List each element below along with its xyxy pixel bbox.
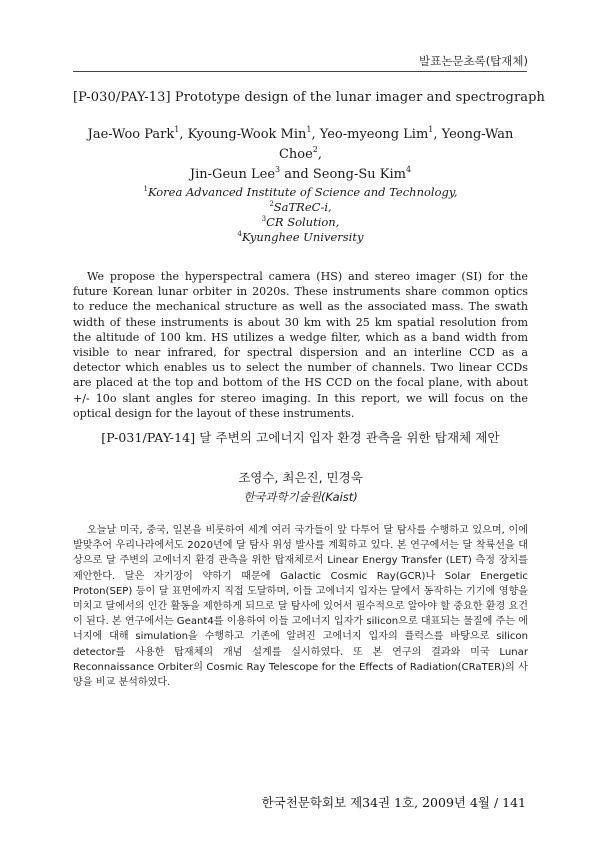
author-5: Jin-Geun Lee$^3$ and: [189, 165, 313, 182]
abstract-1: [73, 90, 546, 432]
abstract-1-title: [P-030/PAY-13] Prototype design of the lunar imager and spectrograph: [73, 90, 546, 105]
abstract-1-body: We propose the hyperspectral camera (HS) and stereo imager (SI) for the future Korean lunar orbiter in 2020s. These instruments share common optics to reduce the mechanical structure as well as the associated mass. The swath width of these instruments is about 30 km with 25 km spatial resolution from the altitude of 100 km. HS utilizes a wedge filter, which as a band width from visible to near infrared, for spectral dispersion and an interline CCD as a detector which enables us to select the number of channels. Two linear CCDs are placed at the top and bottom of the HS CCD on the focal plane, with about +/- 10o slant angles for stereo imaging. In this report, we will focus on the optical design for the layout of these instruments.: [73, 270, 528, 420]
affiliation-3: $^3$CR Solution,: [261, 215, 340, 229]
abstract-2-affiliation: 한국과학기술원(Kaist): [243, 490, 358, 504]
section-header: 발표논문초록(탑재체): [419, 54, 528, 68]
affiliation-2: $^2$SaTReC-i,: [269, 200, 332, 214]
abstract-1-affiliations: [73, 185, 528, 245]
page-footer: 한국천문학회보 제34권 1호, 2009년 4월 / 141: [261, 795, 526, 810]
affiliation-4: $^4$Kyunghee University: [237, 230, 364, 244]
abstract-2: [73, 428, 528, 700]
header-divider: [73, 71, 527, 72]
author-1: Jae-Woo Park$^1$,: [87, 125, 188, 142]
abstract-2-body: 오늘날 미국, 중국, 일본을 비롯하여 세계 여러 국가들이 앞 다투어 달 탐사를 수행하고 있으며, 이에 발맞추어 우리나라에서도 2020년에 달 탐사 위성 발사를 계획하고 있다. 본 연구에서는 달 착륙선을 대상으로 달 주변의 고에너지 환경 관측을 위한 탑재체로서 Linear Energy Transfer (LET) 측정 장치를 제안한다. 달은 자기장이 약하기 때문에 Galactic Cosmic Ray(GCR)나 Solar Energetic Proton(SEP) 등이 달 표면에까지 직접 도달하며, 이들 고에너지 입자는 달에서 동작하는 기기에 영향을 미치고 달에서의 인간 활동을 제한하게 되므로 달 탐사에 있어서 필수적으로 알아야 할 중요한 환경 요건이 된다. 본 연구에서는 Geant4를 이용하여 이들 고에너지 입자가 silicon으로 대표되는 물질에 주는 에너지에 대해 simulation을 수행하고 기존에 알려진 고에너지 입자의 플럭스를 바탕으로 silicon detector를 사용한 탑재체의 개념 설계를 실시하였다. 또 본 연구의 결과와 미국 Lunar Reconnaissance Orbiter의 Cosmic Ray Telescope for the Effects of Radiation(CRaTER)의 사양을 비교 분석하였다.: [73, 525, 528, 689]
author-3: Yeo-myeong Lim$^1$,: [319, 125, 442, 142]
author-6: Seong-Su Kim$^4$: [312, 165, 412, 182]
abstract-2-authors: 조영수, 최은진, 민경욱: [238, 470, 363, 485]
author-2: Kyoung-Wook Min$^1$,: [187, 125, 320, 142]
abstract-1-authors: [73, 125, 528, 185]
abstract-2-title: [P-031/PAY-14] 달 주변의 고에너지 입자 환경 관측을 위한 탑재체 제안: [101, 430, 500, 445]
affiliation-1: $^1$Korea Advanced Institute of Science and Technology,: [143, 185, 458, 199]
author-4: Yeong-Wan Choe$^2$,: [278, 127, 514, 162]
